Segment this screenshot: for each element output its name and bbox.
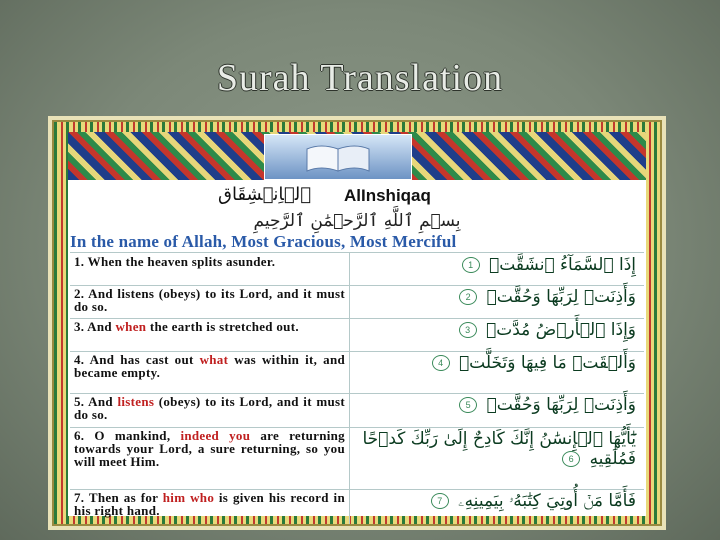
slide-title: Surah Translation: [216, 57, 504, 99]
verse-translation: 2. And listens (obeys) to its Lord, and it must do so.: [70, 285, 350, 318]
surah-english-name: AlInshiqaq: [344, 186, 431, 205]
table-row: [70, 427, 644, 490]
surah-arabic-name: ٱلۡاِنۡشِقَاق: [218, 184, 311, 205]
verse-arabic: فَأَمَّا مَنۡ أُوتِيَ كِتَٰبَهُۥ بِيَمِينِهِۦ 7: [350, 489, 644, 526]
decorative-banner: [68, 132, 646, 180]
table-row: [70, 253, 644, 286]
verse-arabic: وَأَلۡقَتۡ مَا فِيهَا وَتَخَلَّتۡ 4: [350, 351, 644, 393]
ayah-number-icon: 1: [462, 257, 480, 273]
ayah-number-icon: 5: [459, 397, 477, 413]
bismillah-arabic: بِسۡمِ ٱللَّهِ ٱلرَّحۡمَٰنِ ٱلرَّحِيمِ: [253, 211, 461, 231]
page-content: [68, 132, 646, 516]
verse-arabic: وَإِذَا ٱلۡأَرۡضُ مُدَّتۡ 3: [350, 318, 644, 351]
ayah-number-icon: 3: [459, 322, 477, 338]
table-row: [70, 489, 644, 526]
verse-arabic: وَأَذِنَتۡ لِرَبِّهَا وَحُقَّتۡ 2: [350, 285, 644, 318]
verse-arabic: إِذَا ٱلسَّمَآءُ ٱنشَقَّتۡ 1: [350, 253, 644, 285]
surah-header: [68, 184, 646, 208]
verse-translation: 5. And listens (obeys) to its Lord, and it must do so.: [70, 393, 350, 427]
ayah-number-icon: 7: [431, 493, 449, 509]
table-row: [70, 351, 644, 394]
verse-arabic: وَأَذِنَتۡ لِرَبِّهَا وَحُقَّتۡ 5: [350, 393, 644, 427]
verse-table: [70, 252, 644, 516]
ayah-number-icon: 2: [459, 289, 477, 305]
ayah-number-icon: 4: [432, 355, 450, 371]
ayah-number-icon: 6: [562, 451, 580, 467]
table-row: [70, 318, 644, 352]
banner-photo: [264, 134, 412, 180]
verse-arabic: يَٰٓأَيُّهَا ٱلۡإِنسَٰنُ إِنَّكَ كَادِحٌ إِلَىٰ رَبِّكَ كَدۡحًا فَمُلَٰقِيهِ 6: [362, 429, 636, 469]
verse-translation: 3. And when the earth is stretched out.: [70, 318, 350, 351]
verse-translation: 4. And has cast out what was within it, and became empty.: [70, 351, 350, 393]
open-book-icon: [303, 143, 373, 173]
table-row: [70, 393, 644, 428]
verse-translation: 1. When the heaven splits asunder.: [70, 253, 350, 285]
verse-translation: 7. Then as for him who is given his record in his right hand.: [70, 489, 350, 526]
surah-page-image: [52, 120, 662, 526]
bismillah-translation: In the name of Allah, Most Gracious, Most Merciful: [70, 232, 457, 251]
verse-translation: 6. O mankind, indeed you are returning towards your Lord, a sure returning, so you will meet Him.: [70, 427, 350, 489]
table-row: [70, 285, 644, 319]
